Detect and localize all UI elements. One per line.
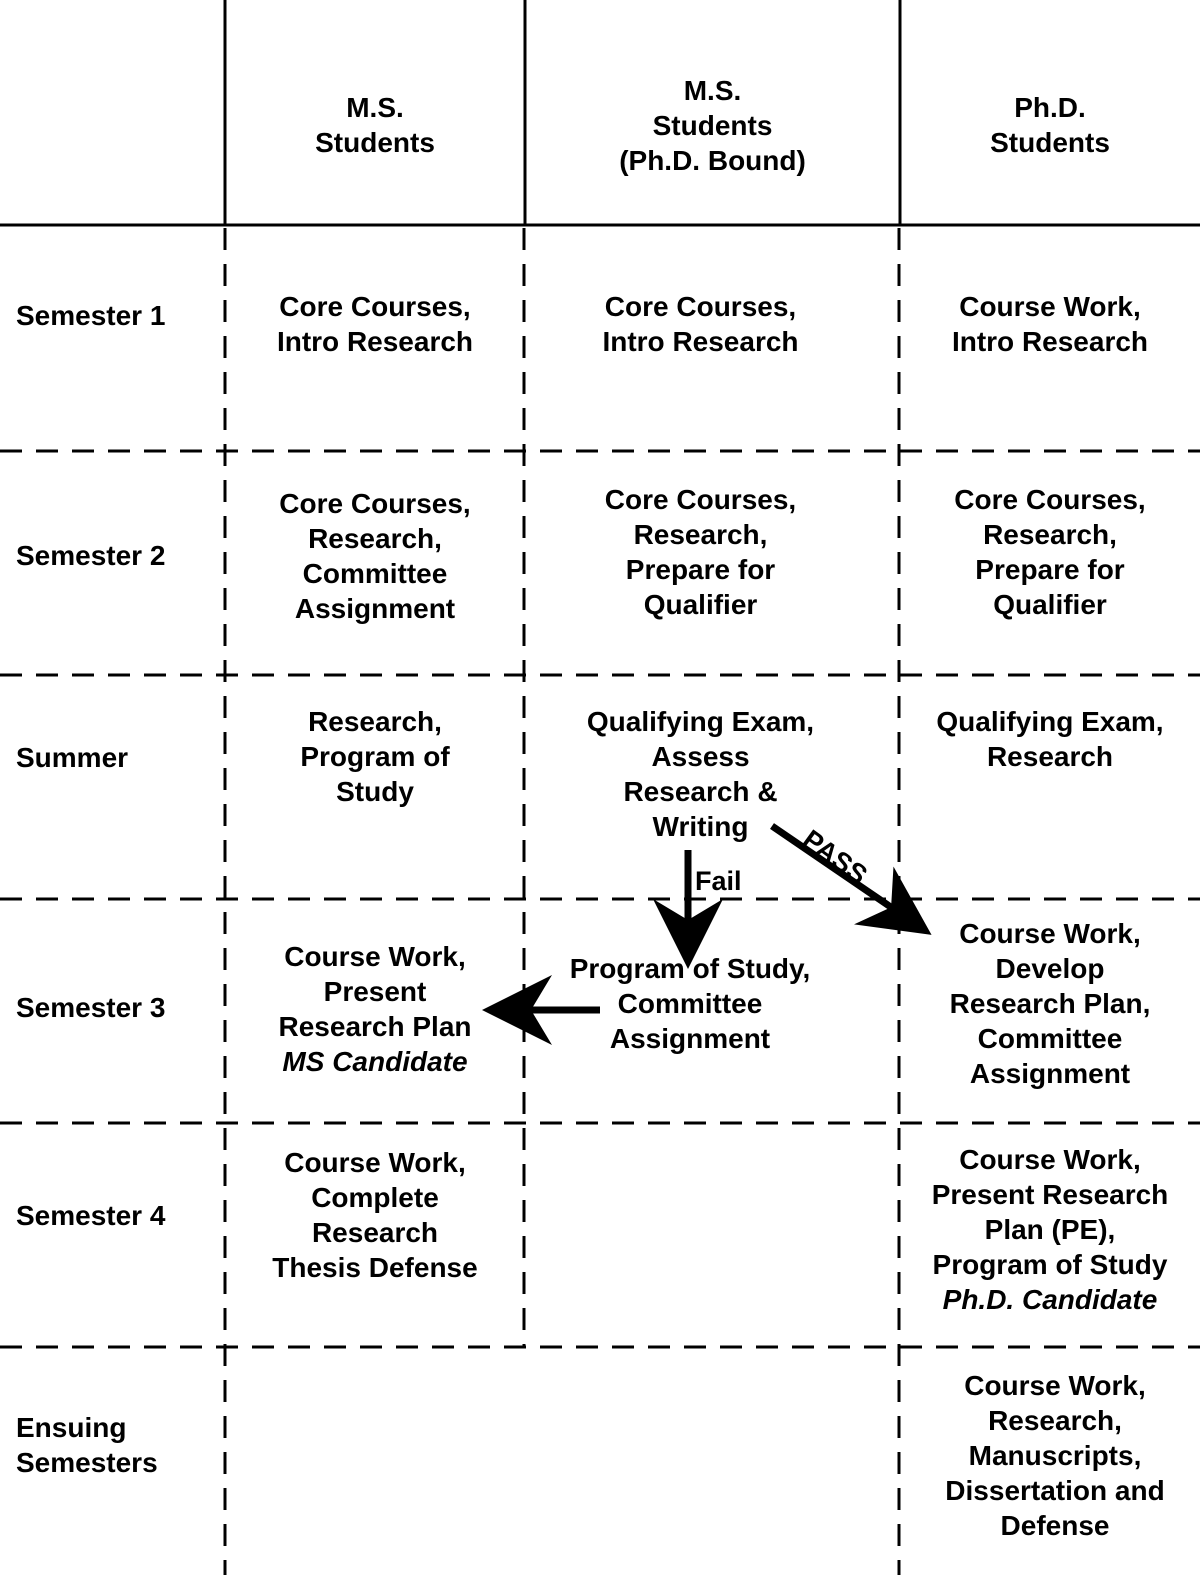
fail-label: Fail [695,866,742,896]
header-ms-line-2: Students [315,127,435,158]
cell-summer-bound [525,703,876,845]
cell-s1-ms [225,288,525,360]
row-label-semester-4 [16,1180,165,1250]
ms-candidate-status: MS Candidate [282,1046,468,1077]
cell-line: Research Plan, [949,988,1151,1019]
cell-line: Thesis Defense [272,1252,478,1283]
cell-line: Qualifying Exam, [586,706,815,737]
cell-line: Core Courses, [279,488,471,519]
cell-line: Writing [652,811,749,842]
cell-line: Program of Study [932,1249,1168,1280]
header-ms-phd-bound [525,60,900,190]
cell-line: Research & [623,776,778,807]
cell-line: Manuscripts, [968,1440,1142,1471]
cell-line: Intro Research [276,326,474,357]
header-phd-line-2: Students [990,127,1110,158]
header-bound-line-3: (Ph.D. Bound) [619,144,806,176]
cell-line: Research, [633,519,768,550]
cell-line: Qualifying Exam, [936,706,1164,737]
cell-line: Research [311,1217,439,1248]
cell-s1-phd [900,288,1200,360]
cell-line: Qualifier [993,589,1107,620]
header-phd-students [900,60,1200,190]
cell-s2-ms [225,485,525,627]
cell-line: Course Work, [284,1147,466,1178]
cell-line: Program of [300,741,450,772]
header-ms-line-1: M.S. [346,92,404,123]
row-label-text: Semesters [16,1447,158,1478]
cell-line: Program of Study, [569,953,811,984]
cell-line: Course Work, [959,918,1141,949]
row-label-text: Ensuing [16,1412,127,1443]
header-bound-line-1: M.S. [683,74,742,106]
cell-s2-bound [525,481,876,623]
cell-line: Prepare for [625,554,776,585]
cell-line: Core Courses, [954,484,1146,515]
cell-line: Intro Research [951,326,1149,357]
cell-line: Assess [651,741,750,772]
cell-line: Research Plan [278,1011,472,1042]
cell-line: Study [336,776,414,807]
cell-line: Committee [302,558,448,589]
cell-line: Assignment [294,593,456,624]
cell-s3-phd [900,915,1200,1092]
cell-line: Research, [308,706,442,737]
row-label-ensuing-semesters [16,1405,158,1485]
cell-line: Qualifier [643,589,758,620]
cell-line: Research, [983,519,1117,550]
cell-line: Research, [988,1405,1122,1436]
cell-summer-ms [225,703,525,810]
row-label-text: Semester 1 [16,299,166,331]
cell-line: Core Courses, [279,291,471,322]
cell-line: Course Work, [959,1144,1141,1175]
cell-line: Prepare for [975,554,1125,585]
cell-s2-phd [900,481,1200,623]
cell-line: Core Courses, [604,484,797,515]
cell-s1-bound [525,288,876,360]
row-label-semester-1 [16,280,165,350]
cell-s3-ms [225,938,525,1080]
row-label-semester-2 [16,520,165,590]
cell-summer-phd [900,703,1200,775]
header-phd-line-1: Ph.D. [1014,92,1086,123]
cell-line: Complete [311,1182,439,1213]
cell-s4-ms [225,1144,525,1286]
cell-line: Course Work, [964,1370,1146,1401]
cell-line: Present Research [931,1179,1169,1210]
cell-line: Defense [1000,1510,1110,1541]
row-label-summer [16,722,128,792]
cell-line: Committee [617,988,763,1019]
cell-line: Course Work, [284,941,466,972]
cell-line: Assignment [969,1058,1131,1089]
cell-line: Research, [308,523,442,554]
cell-line: Course Work, [959,291,1141,322]
cell-line: Assignment [609,1023,771,1054]
cell-line: Present [323,976,427,1007]
header-bound-line-2: Students [652,109,773,141]
header-ms-students [225,60,525,190]
row-label-semester-3 [16,972,165,1042]
cell-line: Develop [995,953,1105,984]
cell-line: Plan (PE), [984,1214,1116,1245]
cell-line: Research [986,741,1114,772]
phd-candidate-status: Ph.D. Candidate [942,1284,1158,1315]
cell-line: Committee [977,1023,1123,1054]
cell-s4-phd [900,1141,1200,1318]
cell-line: Intro Research [602,326,799,357]
cell-line: Core Courses, [604,291,797,322]
row-label-text: Semester 3 [16,991,166,1023]
row-label-text: Semester 2 [16,539,166,571]
cell-ensuing-phd [905,1367,1200,1544]
row-label-text: Summer [16,741,129,773]
row-label-text: Semester 4 [16,1199,166,1231]
cell-s3-bound [540,950,840,1057]
pass-label: PASS [797,824,873,891]
cell-line: Dissertation and [945,1475,1165,1506]
